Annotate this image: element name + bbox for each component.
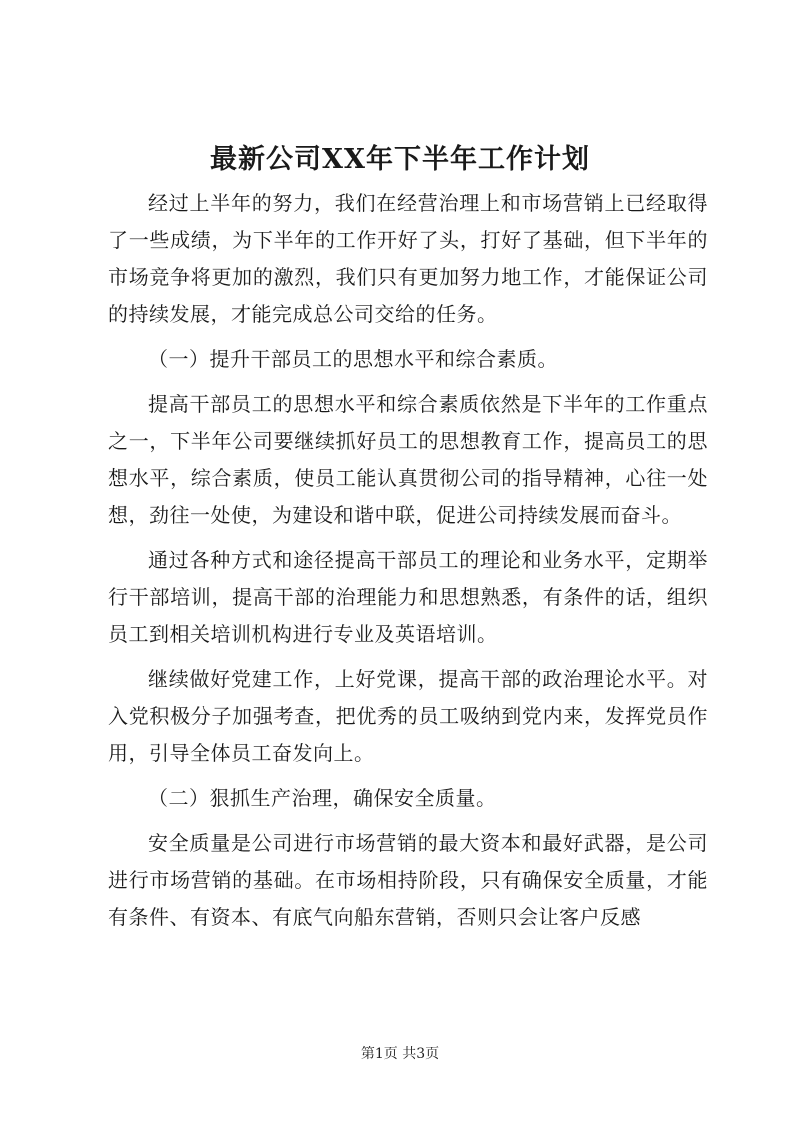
document-body (108, 185, 708, 944)
intro-paragraph: 经过上半年的努力，我们在经营治理上和市场营销上已经取得了一些成绩，为下半年的工作开好了头，打好了基础，但下半年的市场竞争将更加的激烈，我们只有更加努力地工作，才能保证公司的持续发展，才能完成总公司交给的任务。 (108, 191, 708, 326)
body-paragraph: 继续做好党建工作，上好党课，提高干部的政治理论水平。对入党积极分子加强考查，把优秀的员工吸纳到党内来，发挥党员作用，引导全体员工奋发向上。 (108, 667, 708, 765)
body-paragraph: 通过各种方式和途径提高干部员工的理论和业务水平，定期举行干部培训，提高干部的治理能力和思想熟悉，有条件的话，组织员工到相关培训机构进行专业及英语培训。 (108, 548, 708, 646)
body-paragraph: 提高干部员工的思想水平和综合素质依然是下半年的工作重点之一，下半年公司要继续抓好员工的思想教育工作，提高员工的思想水平，综合素质，使员工能认真贯彻公司的指导精神，心往一处想，劲往一处使，为建设和谐中联，促进公司持续发展而奋斗。 (108, 392, 708, 527)
body-paragraph: 安全质量是公司进行市场营销的最大资本和最好武器，是公司进行市场营销的基础。在市场相持阶段，只有确保安全质量，才能有条件、有资本、有底气向船东营销，否则只会让客户反感 (108, 831, 708, 929)
section-heading-1: （一）提升干部员工的思想水平和综合素质。 (148, 347, 558, 371)
section-heading-2: （二）狠抓生产治理，确保安全质量。 (148, 786, 497, 810)
document-title: 最新公司XX年下半年工作计划 (210, 144, 590, 175)
page-footer: 第1页 共3页 (360, 1046, 440, 1062)
